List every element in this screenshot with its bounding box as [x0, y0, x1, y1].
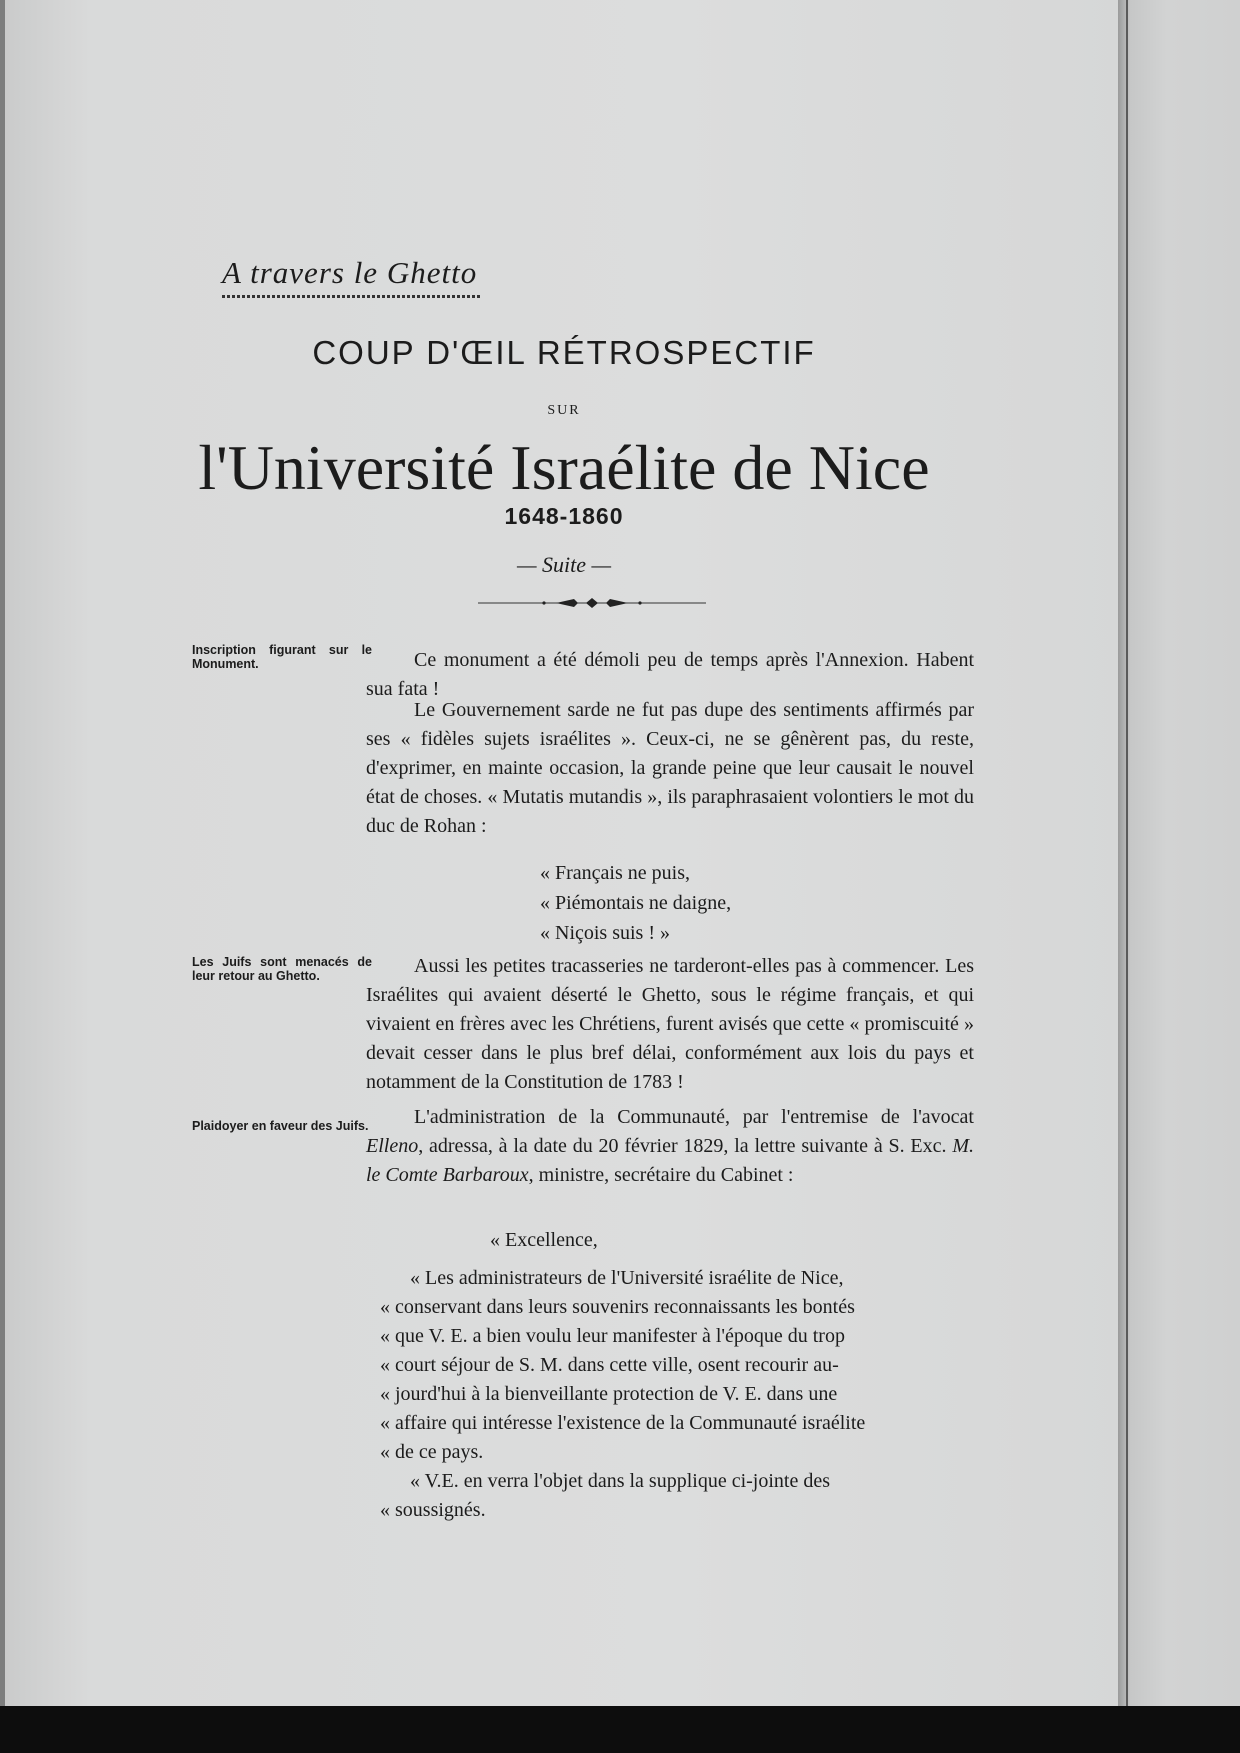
- verse-line: « Français ne puis,: [540, 862, 690, 884]
- page-fold: [1118, 0, 1240, 1710]
- letter-line: « affaire qui intéresse l'existence de la Communauté israélite: [380, 1412, 866, 1434]
- paragraph-3: Aussi les petites tracasseries ne tarderont-elles pas à commencer. Les Israélites qui avaient déserté le Ghetto, sous le régime français, et qui vivaient en frères avec les Chrétiens, furent avisés que cette « promiscuité » devait cesser dans le plus bref délai, conformément aux lois du pays et notamment de la Constitution de 1783 !: [366, 955, 974, 1093]
- letter-line: « de ce pays.: [380, 1441, 484, 1463]
- verse-line: « Piémontais ne daigne,: [540, 892, 732, 914]
- paragraph-4-text: L'administration de la Communauté, par l'entremise de l'avocat: [414, 1106, 974, 1128]
- letter-line: « soussignés.: [380, 1499, 486, 1521]
- margin-note-inscription: Inscription figurant sur le Monument.: [192, 643, 372, 671]
- margin-note-plaidoyer: Plaidoyer en faveur des Juifs.: [192, 1119, 369, 1133]
- paragraph-4-text: , ministre, secrétaire du Cabinet :: [528, 1164, 794, 1186]
- verse-quote: [540, 858, 731, 948]
- letter-salutation: « Excellence,: [490, 1229, 598, 1251]
- letter-line: « conservant dans leurs souvenirs reconnaissants les bontés: [380, 1296, 855, 1318]
- section-header-underline: [222, 295, 482, 298]
- person-name-comte: M. le Comte Barbaroux: [366, 1135, 974, 1186]
- title-line-1: COUP D'ŒIL RÉTROSPECTIF: [312, 334, 816, 371]
- title-line-2: l'Université Israélite de Nice: [198, 432, 930, 503]
- scan-bottom-border: [0, 1706, 1240, 1753]
- paragraph-4-text: , adressa, à la date du 20 février 1829, la lettre suivante à S. Exc.: [418, 1135, 953, 1157]
- letter-line: « Les administrateurs de l'Université israélite de Nice,: [410, 1267, 844, 1289]
- paragraph-2: Le Gouvernement sarde ne fut pas dupe des sentiments affirmés par ses « fidèles sujets israélites ». Ceux-ci, ne se gênèrent pas, du reste, d'exprimer, en mainte occasion, la grande peine que leur causait le nouvel état de choses. « Mutatis mutandis », ils paraphrasaient volontiers le mot du duc de Rohan :: [366, 699, 974, 837]
- margin-note-menace: Les Juifs sont menacés de leur retour au Ghetto.: [192, 955, 372, 983]
- verse-line: « Niçois suis ! »: [540, 922, 670, 944]
- title-connector: SUR: [547, 403, 581, 418]
- page-left-edge: [0, 0, 5, 1710]
- paragraph-4: [366, 1103, 974, 1190]
- letter-line: « que V. E. a bien voulu leur manifester à l'époque du trop: [380, 1325, 845, 1347]
- ornament-divider: [478, 596, 706, 610]
- letter-body: [380, 1264, 974, 1525]
- paragraph-1: Ce monument a été démoli peu de temps après l'Annexion. Habent sua fata !: [366, 649, 974, 700]
- letter-line: « court séjour de S. M. dans cette ville, osent recourir au-: [380, 1354, 839, 1376]
- title-suite: — Suite —: [516, 552, 612, 577]
- letter-line: « V.E. en verra l'objet dans la supplique ci-jointe des: [410, 1470, 830, 1492]
- section-header: A travers le Ghetto: [222, 255, 478, 290]
- letter-line: « jourd'hui à la bienveillante protection de V. E. dans une: [380, 1383, 838, 1405]
- fold-line: [1126, 0, 1128, 1710]
- person-name-elleno: Elleno: [366, 1135, 419, 1157]
- title-years: 1648-1860: [504, 503, 624, 529]
